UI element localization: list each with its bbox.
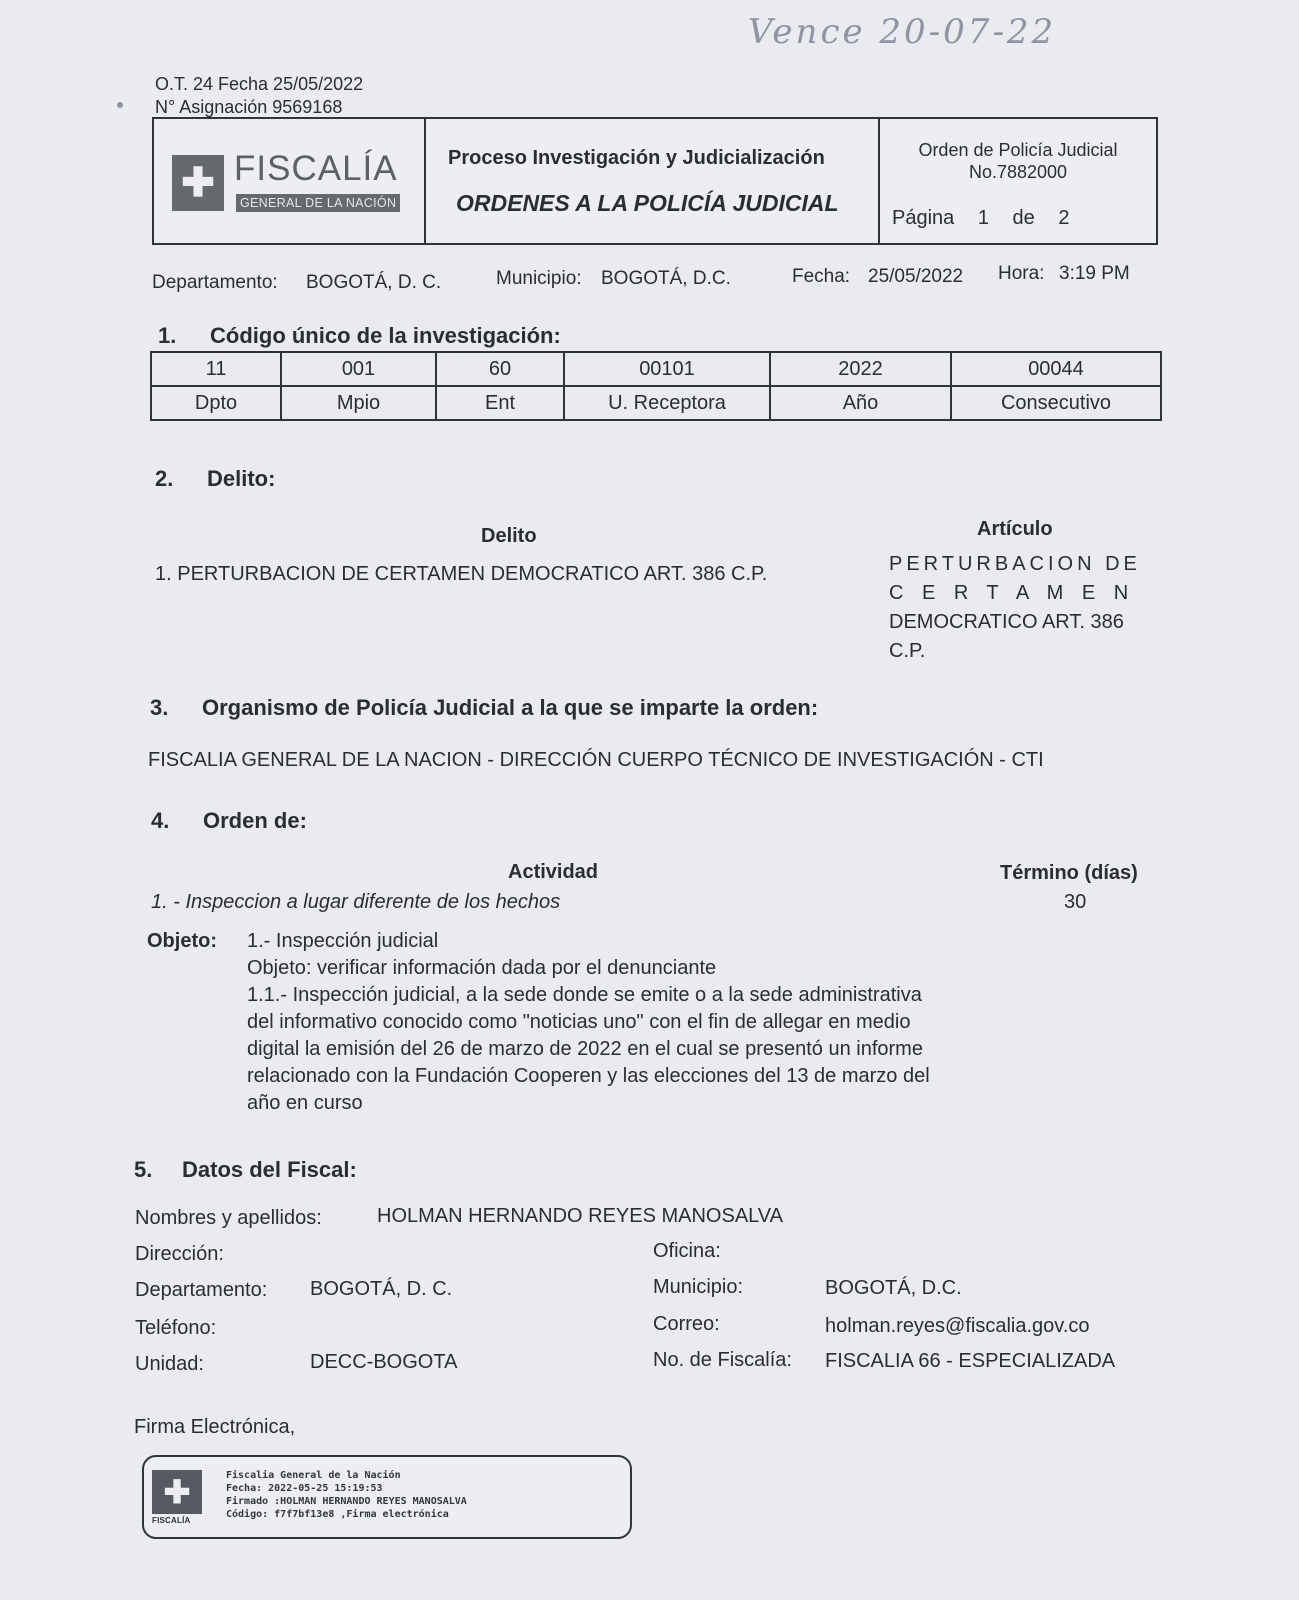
unidad-label: Unidad:: [135, 1353, 204, 1375]
handwritten-note: Vence 20-07-22: [748, 12, 1057, 52]
stamp-logo-label: FISCALÍA: [152, 1516, 191, 1525]
fecha-value: 25/05/2022: [868, 266, 964, 287]
code-value: 11: [151, 352, 281, 386]
objeto-line: año en curso: [247, 1092, 363, 1114]
header-order-info: [880, 119, 1156, 243]
objeto-line: del informativo conocido como "noticias uno" con el fin de allegar en medio: [247, 1011, 911, 1033]
firma-label: Firma Electrónica,: [134, 1416, 296, 1438]
code-value: 60: [436, 352, 564, 386]
code-label: Ent: [436, 386, 564, 420]
section-number: 1.: [158, 323, 177, 348]
stamp-line: Firmado :HOLMAN HERNANDO REYES MANOSALVA: [226, 1496, 467, 1507]
fiscalia-value: FISCALIA 66 - ESPECIALIZADA: [825, 1350, 1116, 1372]
page-of: de: [1012, 207, 1035, 229]
fiscal-departamento-label: Departamento:: [135, 1279, 268, 1301]
order-label: Orden de Policía Judicial: [918, 140, 1118, 160]
hora-label: Hora:: [998, 263, 1045, 284]
margin-mark: [117, 102, 123, 108]
section-number: 2.: [155, 466, 174, 491]
page-indicator: [892, 207, 1087, 230]
header-process: [426, 119, 880, 243]
articulo-line: DEMOCRATICO ART. 386: [889, 611, 1124, 633]
delito-column-header: Delito: [481, 525, 537, 547]
correo-value: holman.reyes@fiscalia.gov.co: [825, 1315, 1090, 1337]
process-title: Proceso Investigación y Judicialización: [448, 147, 825, 169]
fiscalia-label: No. de Fiscalía:: [653, 1349, 792, 1371]
document-header: [152, 117, 1158, 245]
section-5-heading: [134, 1157, 357, 1183]
section-4-heading: [151, 808, 307, 834]
section-number: 5.: [134, 1157, 153, 1182]
nombres-label: Nombres y apellidos:: [135, 1207, 322, 1229]
stamp-logo: [152, 1470, 206, 1528]
code-label: Mpio: [281, 386, 436, 420]
code-value: 2022: [770, 352, 951, 386]
section-title: Delito:: [207, 466, 276, 491]
section-title: Datos del Fiscal:: [182, 1157, 357, 1182]
articulo-line: PERTURBACION DE: [889, 553, 1141, 575]
direccion-label: Dirección:: [135, 1243, 224, 1265]
fiscal-departamento-value: BOGOTÁ, D. C.: [310, 1278, 453, 1300]
section-2-heading: [155, 466, 275, 492]
section-number: 4.: [151, 808, 170, 833]
stamp-line: Fecha: 2022-05-25 15:19:53: [226, 1483, 383, 1494]
asignacion-line: N° Asignación 9569168: [155, 97, 343, 117]
objeto-line: 1.- Inspección judicial: [247, 930, 439, 952]
delito-item: 1. PERTURBACION DE CERTAMEN DEMOCRATICO ART. 386 C.P.: [155, 563, 768, 585]
stamp-line: Código: f7f7bf13e8 ,Firma electrónica: [226, 1509, 449, 1520]
code-label: Dpto: [151, 386, 281, 420]
code-label: U. Receptora: [564, 386, 770, 420]
code-value: 00044: [951, 352, 1161, 386]
municipio-value: BOGOTÁ, D.C.: [601, 268, 731, 289]
section-title: Código único de la investigación:: [210, 323, 561, 348]
termino-value: 30: [1064, 891, 1087, 913]
code-values-row: [151, 352, 1161, 386]
objeto-text: [247, 928, 930, 1117]
logo-word: FISCALÍA: [234, 149, 398, 188]
ot-line: O.T. 24 Fecha 25/05/2022: [155, 74, 364, 94]
orders-title: ORDENES A LA POLICÍA JUDICIAL: [456, 190, 839, 216]
termino-column-header: Término (días): [1000, 862, 1138, 884]
articulo-line: C.P.: [889, 640, 926, 662]
code-label: Año: [770, 386, 951, 420]
objeto-line: relacionado con la Fundación Cooperen y las elecciones del 13 de marzo del: [247, 1065, 930, 1087]
fiscalia-logo: [154, 119, 426, 243]
hora-value: 3:19 PM: [1059, 263, 1130, 284]
section-title: Orden de:: [203, 808, 307, 833]
page-total: 2: [1058, 207, 1070, 229]
actividad-column-header: Actividad: [508, 861, 599, 883]
puzzle-icon: ✚: [152, 1470, 202, 1514]
page-label: Página: [892, 207, 955, 229]
objeto-label: Objeto:: [147, 930, 217, 952]
logo-subtitle: GENERAL DE LA NACIÓN: [236, 194, 400, 212]
departamento-value: BOGOTÁ, D. C.: [306, 272, 442, 293]
municipio-label: Municipio:: [496, 268, 582, 289]
fiscal-municipio-value: BOGOTÁ, D.C.: [825, 1277, 962, 1299]
oficina-label: Oficina:: [653, 1240, 721, 1262]
objeto-line: digital la emisión del 26 de marzo de 2022 en el cual se presentó un informe: [247, 1038, 923, 1060]
section-title: Organismo de Policía Judicial a la que se imparte la orden:: [202, 695, 819, 720]
code-value: 001: [281, 352, 436, 386]
objeto-line: Objeto: verificar información dada por el denunciante: [247, 957, 717, 979]
stamp-text: [226, 1469, 467, 1521]
fiscal-municipio-label: Municipio:: [653, 1276, 744, 1298]
order-number-block: [880, 139, 1156, 183]
nombres-value: HOLMAN HERNANDO REYES MANOSALVA: [377, 1205, 784, 1227]
code-value: 00101: [564, 352, 770, 386]
correo-label: Correo:: [653, 1313, 720, 1335]
puzzle-icon: ✚: [172, 155, 224, 211]
departamento-label: Departamento:: [152, 272, 278, 293]
actividad-item: 1. - Inspeccion a lugar diferente de los hechos: [151, 891, 561, 913]
objeto-line: 1.1.- Inspección judicial, a la sede donde se emite o a la sede administrativa: [247, 984, 922, 1006]
section-1-heading: [158, 323, 561, 349]
stamp-line: Fiscalia General de la Nación: [226, 1470, 401, 1481]
section-number: 3.: [150, 695, 169, 720]
fecha-label: Fecha:: [792, 266, 851, 287]
telefono-label: Teléfono:: [135, 1317, 217, 1339]
page-number: 1: [977, 207, 989, 229]
electronic-signature-stamp: [142, 1455, 632, 1539]
organismo-text: FISCALIA GENERAL DE LA NACION - DIRECCIÓN CUERPO TÉCNICO DE INVESTIGACIÓN - CTI: [148, 749, 1044, 771]
investigation-code-table: [150, 351, 1162, 421]
unidad-value: DECC-BOGOTA: [310, 1351, 458, 1373]
code-label: Consecutivo: [951, 386, 1161, 420]
section-3-heading: [150, 695, 818, 721]
articulo-text: [889, 550, 1159, 666]
articulo-line: C E R T A M E N: [889, 582, 1135, 604]
order-number: No.7882000: [968, 162, 1068, 182]
articulo-column-header: Artículo: [977, 518, 1053, 540]
code-labels-row: [151, 386, 1161, 420]
